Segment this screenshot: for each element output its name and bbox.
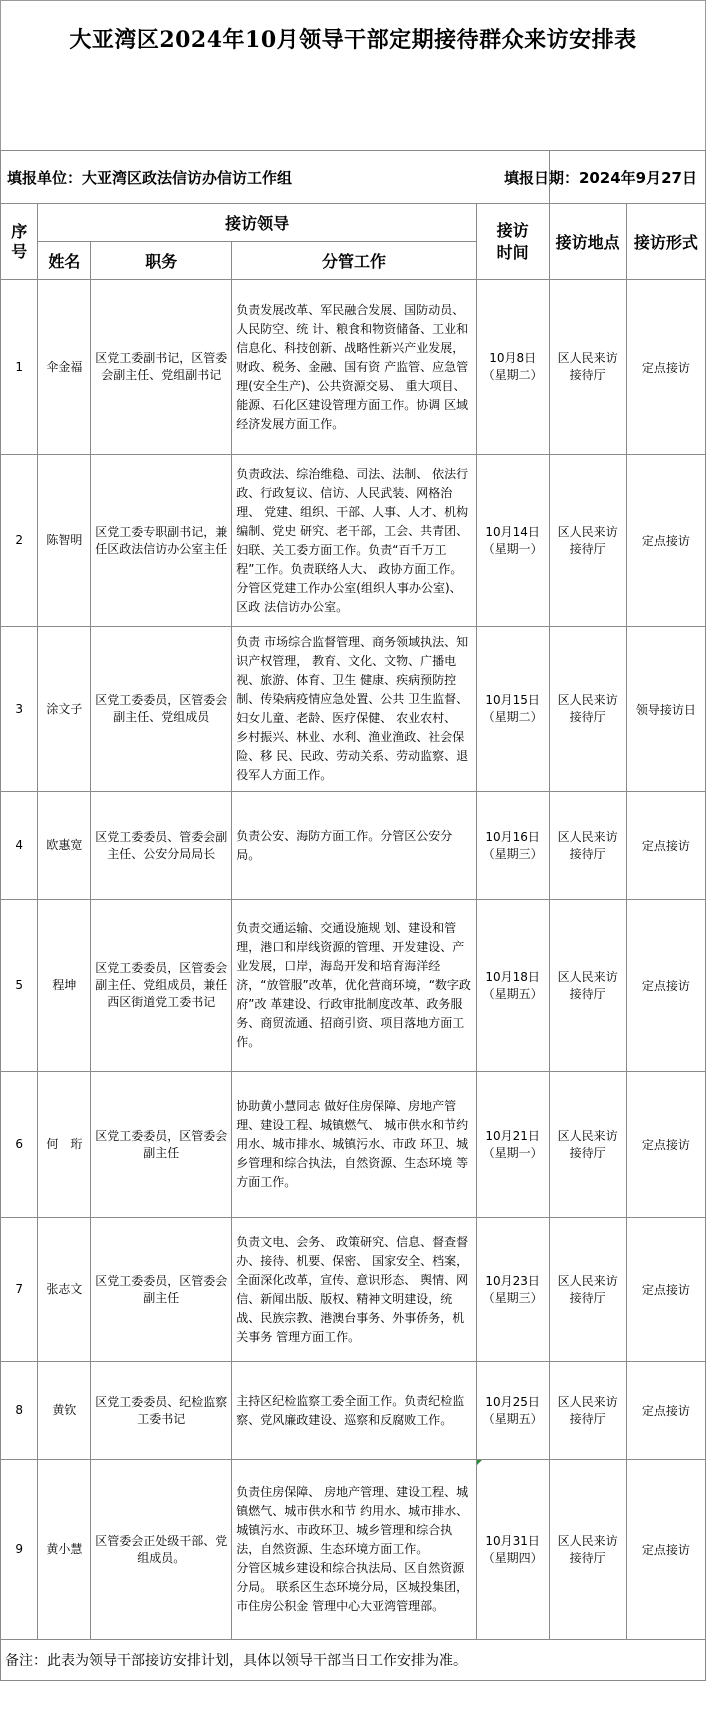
row-time [476, 1218, 549, 1362]
row-position: 区党工委副书记，区管委会副主任、党组副书记 [91, 280, 232, 455]
header-leader-group: 接访领导 [38, 204, 476, 242]
row-position: 区管委会正处级干部、党组成员。 [91, 1460, 232, 1640]
row-place: 区人民来访接待厅 [549, 792, 626, 900]
row-duties: 负责交通运输、交通设施规 划、建设和管理，港口和岸线资源的管理、开发建设、产业发展，口岸，海岛开发和培育海洋经济，“放管服”改革，优化营商环境，“数字政府”改 革建设、行政审批制度改革、政务服务、商贸流通、招商引资、项目落地方面工作。 [232, 900, 477, 1072]
row-name: 黄小慧 [38, 1460, 91, 1640]
row-seq: 6 [1, 1072, 38, 1218]
row-place: 区人民来访接待厅 [549, 1460, 626, 1640]
row-weekday: （星期五） [482, 1411, 543, 1426]
row-seq: 9 [1, 1460, 38, 1640]
fill-unit: 填报单位：大亚湾区政法信访办信访工作组 [1, 151, 550, 204]
note-row [1, 1640, 706, 1681]
row-time [476, 280, 549, 455]
row-date: 10月31日 [485, 1533, 540, 1548]
row-form: 定点接访 [626, 1072, 705, 1218]
row-date: 10月23日 [485, 1273, 540, 1288]
row-seq: 8 [1, 1362, 38, 1460]
row-date: 10月15日 [485, 693, 540, 707]
header-form: 接访形式 [626, 204, 705, 280]
header-row-1 [1, 204, 706, 242]
row-place: 区人民来访接待厅 [549, 900, 626, 1072]
row-weekday: （星期一） [482, 1145, 543, 1160]
row-duties: 负责政法、综治维稳、司法、法制、 依法行政、行政复议、信访、人民武装、网格治理、 党建、组织、干部、人事、人才、机构编制、党史 研究、老干部，工会、共青团、妇联、关工委方面工作。负责“百千万工程”工作。负责联络人大、 政协方面工作。分管区党建工作办公室(组织人事办公室)、区政 法信访办公室。 [232, 455, 477, 627]
row-name: 黄钦 [38, 1362, 91, 1460]
table-row [1, 1460, 706, 1640]
row-form: 定点接访 [626, 900, 705, 1072]
note-text: 备注：此表为领导干部接访安排计划，具体以领导干部当日工作安排为准。 [1, 1640, 706, 1681]
table-row [1, 900, 706, 1072]
row-date: 10月18日 [485, 969, 540, 984]
row-form: 定点接访 [626, 1218, 705, 1362]
row-weekday: （星期四） [482, 1550, 543, 1565]
row-form: 领导接访日 [626, 627, 705, 792]
row-time [476, 900, 549, 1072]
row-form: 定点接访 [626, 1362, 705, 1460]
row-place: 区人民来访接待厅 [549, 280, 626, 455]
row-time [476, 627, 549, 792]
row-weekday: （星期一） [482, 541, 543, 556]
row-seq: 3 [1, 627, 38, 792]
row-duties: 负责 市场综合监督管理、商务领域执法、知识产权管理， 教育、文化、文物、广播电视、旅游、体育、卫生 健康、疾病预防控制、传染病疫情应急处置、公共 卫生监督、妇女儿童、老龄、医疗保健、 农业农村、 乡村振兴、林业、水利、渔业渔政、社会保险、移 民、民政、劳动关系、劳动监察、退役军人方面工作。 [232, 627, 477, 792]
header-time: 接访时间 [476, 204, 549, 280]
row-name: 涂文子 [38, 627, 91, 792]
row-position: 区党工委委员，区管委会副主任、党组成员 [91, 627, 232, 792]
row-name: 欧惠宽 [38, 792, 91, 900]
row-duties: 负责发展改革、军民融合发展、国防动员、人民防空、统 计、粮食和物资储备、工业和信息化、科技创新、战略性新兴产业发展，财政、税务、金融、国有资 产监管、应急管理(安全生产)、公共资源交易、 重大项目、能源、石化区建设管理方面工作。协调 区域经济发展方面工作。 [232, 280, 477, 455]
row-duties: 负责公安、海防方面工作。分管区公安分局。 [232, 792, 477, 900]
table-row [1, 627, 706, 792]
table-row [1, 455, 706, 627]
row-time [476, 1072, 549, 1218]
table-row [1, 280, 706, 455]
header-position: 职务 [91, 242, 232, 280]
page-title: 大亚湾区2024年10月领导干部定期接待群众来访安排表 [0, 0, 706, 76]
row-seq: 7 [1, 1218, 38, 1362]
row-position: 区党工委委员、管委会副主任、公安分局局长 [91, 792, 232, 900]
row-seq: 1 [1, 280, 38, 455]
schedule-table [0, 150, 706, 1681]
row-weekday: （星期三） [482, 1290, 543, 1305]
table-row [1, 1218, 706, 1362]
row-weekday: （星期二） [482, 710, 543, 724]
row-time [476, 1362, 549, 1460]
row-time [476, 792, 549, 900]
row-weekday: （星期五） [482, 986, 543, 1001]
row-place: 区人民来访接待厅 [549, 455, 626, 627]
row-form: 定点接访 [626, 455, 705, 627]
title-spacer [0, 76, 706, 150]
row-position: 区党工委委员、纪检监察工委书记 [91, 1362, 232, 1460]
cell-comment-marker [477, 1460, 482, 1465]
table-row [1, 1362, 706, 1460]
row-name: 陈智明 [38, 455, 91, 627]
row-weekday: （星期三） [482, 846, 543, 861]
row-weekday: （星期二） [482, 368, 543, 382]
row-place: 区人民来访接待厅 [549, 1072, 626, 1218]
row-position: 区党工委专职副书记，兼任区政法信访办公室主任 [91, 455, 232, 627]
row-place: 区人民来访接待厅 [549, 1218, 626, 1362]
info-row [1, 151, 706, 204]
row-time [476, 1460, 549, 1640]
header-seq: 序号 [1, 204, 38, 280]
row-seq: 5 [1, 900, 38, 1072]
row-form: 定点接访 [626, 1460, 705, 1640]
row-position: 区党工委委员，区管委会副主任 [91, 1072, 232, 1218]
row-place: 区人民来访接待厅 [549, 627, 626, 792]
row-duties: 协助黄小慧同志 做好住房保障、房地产管理、建设工程、城镇燃气、 城市供水和节约用水、城市排水、城镇污水、市政 环卫、城乡管理和综合执法，自然资源、生态环境 等方面工作。 [232, 1072, 477, 1218]
header-place: 接访地点 [549, 204, 626, 280]
row-position: 区党工委委员，区管委会副主任、党组成员，兼任西区街道党工委书记 [91, 900, 232, 1072]
row-date: 10月8日 [489, 351, 537, 365]
row-name: 伞金福 [38, 280, 91, 455]
row-form: 定点接访 [626, 792, 705, 900]
row-time [476, 455, 549, 627]
row-seq: 2 [1, 455, 38, 627]
row-form: 定点接访 [626, 280, 705, 455]
row-date: 10月16日 [485, 829, 540, 844]
fill-date-text: 填报日期：2024年9月27日 [503, 168, 697, 187]
row-date: 10月25日 [485, 1394, 540, 1409]
row-date: 10月14日 [485, 524, 540, 539]
header-duties: 分管工作 [232, 242, 477, 280]
row-place: 区人民来访接待厅 [549, 1362, 626, 1460]
row-name: 张志文 [38, 1218, 91, 1362]
table-row [1, 792, 706, 900]
row-position: 区党工委委员，区管委会副主任 [91, 1218, 232, 1362]
row-date: 10月21日 [485, 1128, 540, 1143]
header-name: 姓名 [38, 242, 91, 280]
table-row [1, 1072, 706, 1218]
row-duties: 负责住房保障、 房地产管理、建设工程、城镇燃气、城市供水和节 约用水、城市排水、城镇污水、市政环卫、城乡管理和综合执法，自然资源、生态环境方面工作。 分管区城乡建设和综合执法局、区自然资源分局。 联系区生态环境分局，区城投集团，市住房公积金 管理中心大亚湾管理部。 [232, 1460, 477, 1640]
row-name: 程坤 [38, 900, 91, 1072]
row-duties: 负责文电、会务、 政策研究、信息、督查督办、接待、机要、保密、 国家安全、档案，全面深化改革，宣传、意识形态、 舆情、网信、新闻出版、版权、精神文明建设，统 战、民族宗教、港澳台事务、外事侨务，机关事务 管理方面工作。 [232, 1218, 477, 1362]
row-seq: 4 [1, 792, 38, 900]
fill-date [503, 151, 705, 204]
row-name: 何 珩 [38, 1072, 91, 1218]
row-duties: 主持区纪检监察工委全面工作。负责纪检监察、党风廉政建设、巡察和反腐败工作。 [232, 1362, 477, 1460]
